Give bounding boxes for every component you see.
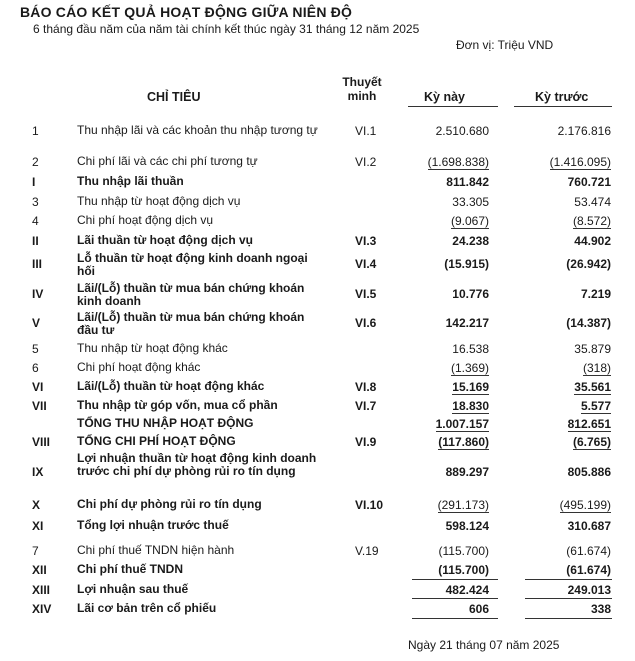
total-separator: [525, 598, 612, 599]
row-note: VI.5: [355, 287, 377, 301]
row-current-value: 598.124: [445, 519, 489, 533]
row-prior-value: (318): [582, 361, 611, 375]
row-prior-value: 5.577: [580, 399, 611, 413]
row-note: VI.7: [355, 399, 377, 413]
column-header-ky-nay: Kỳ này: [424, 90, 465, 104]
column-header-thuyet-minh: [334, 75, 390, 103]
total-separator: [525, 579, 612, 580]
row-note: VI.3: [355, 234, 377, 248]
header-underline-ky-nay: [408, 106, 498, 107]
report-subtitle: 6 tháng đầu năm của năm tài chính kết thúc ngày 31 tháng 12 năm 2025: [33, 22, 420, 36]
row-label: Lãi/(Lỗ) thuần từ hoạt động khác: [77, 379, 265, 393]
row-note: VI.1: [355, 124, 377, 138]
row-label: Thu nhập lãi thuần: [77, 174, 184, 188]
row-label: Thu nhập từ hoạt động dịch vụ: [77, 194, 241, 208]
row-current-value: (1.698.838): [427, 155, 489, 169]
column-header-thuyet-minh-line1: Thuyết: [342, 75, 382, 89]
row-label: Chi phí hoạt động khác: [77, 360, 201, 374]
row-prior-value: 7.219: [580, 287, 611, 301]
row-current-value: 811.842: [446, 175, 489, 189]
row-code: VI: [32, 380, 44, 394]
row-prior-value: (6.765): [572, 435, 611, 449]
row-label: Lãi/(Lỗ) thuần từ mua bán chứng khoán kinh doanh: [77, 281, 305, 308]
row-prior-value: 35.561: [574, 380, 611, 394]
report-title: BÁO CÁO KẾT QUẢ HOẠT ĐỘNG GIỮA NIÊN ĐỘ: [20, 4, 353, 20]
row-code: XII: [32, 563, 47, 577]
row-label: Thu nhập từ góp vốn, mua cổ phần: [77, 398, 278, 412]
row-current-value: (291.173): [437, 498, 489, 512]
row-prior-value: 35.879: [574, 342, 611, 356]
currency-unit: Đơn vị: Triệu VND: [456, 38, 554, 52]
row-current-value: 889.297: [445, 465, 489, 479]
row-current-value: 24.238: [452, 234, 489, 248]
column-header-ky-truoc: Kỳ trước: [535, 90, 589, 104]
row-code: IX: [32, 465, 44, 479]
row-prior-value: 310.687: [567, 519, 611, 533]
row-prior-value: (8.572): [572, 214, 611, 228]
row-code: 5: [32, 342, 39, 356]
row-prior-value: 53.474: [574, 195, 611, 209]
row-code: V: [32, 316, 41, 330]
row-code: I: [32, 175, 36, 189]
row-current-value: (115.700): [438, 544, 489, 558]
row-current-value: 482.424: [445, 583, 489, 597]
row-current-value: 33.305: [452, 195, 489, 209]
row-note: VI.6: [355, 316, 377, 330]
column-header-chitieu: CHỈ TIÊU: [147, 90, 201, 104]
row-note: VI.2: [355, 155, 377, 169]
row-note: VI.4: [355, 257, 377, 271]
row-prior-value: 44.902: [574, 234, 611, 248]
row-prior-value: (61.674): [566, 563, 611, 577]
row-prior-value: (495.199): [559, 498, 611, 512]
row-label: Lãi cơ bản trên cổ phiếu: [77, 601, 217, 615]
column-header-thuyet-minh-line2: minh: [347, 89, 377, 103]
row-label: Tổng lợi nhuận trước thuế: [77, 518, 229, 532]
row-current-value: 1.007.157: [435, 417, 489, 431]
row-note: VI.9: [355, 435, 377, 449]
row-current-value: 18.830: [452, 399, 489, 413]
row-code: 3: [32, 195, 39, 209]
row-code: XI: [32, 519, 44, 533]
row-code: XIII: [32, 583, 51, 597]
row-code: 6: [32, 361, 39, 375]
row-code: II: [32, 234, 39, 248]
row-code: 2: [32, 155, 39, 169]
row-code: XIV: [32, 602, 52, 616]
row-label: TỔNG CHI PHÍ HOẠT ĐỘNG: [77, 434, 236, 448]
row-current-value: 142.217: [445, 316, 489, 330]
row-note: VI.10: [355, 498, 384, 512]
row-current-value: 16.538: [452, 342, 489, 356]
row-note: V.19: [355, 544, 379, 558]
row-prior-value: 812.651: [567, 417, 611, 431]
row-prior-value: (1.416.095): [549, 155, 611, 169]
row-label: Thu nhập từ hoạt động khác: [77, 341, 228, 355]
row-code: 7: [32, 544, 39, 558]
row-label: Chi phí thuế TNDN: [77, 562, 183, 576]
row-label: Lãi/(Lỗ) thuần từ mua bán chứng khoán đầu tư: [77, 310, 305, 337]
row-current-value: 606: [468, 602, 489, 616]
row-code: VII: [32, 399, 47, 413]
row-code: IV: [32, 287, 44, 301]
row-label: Chi phí hoạt động dịch vụ: [77, 213, 214, 227]
row-prior-value: 760.721: [567, 175, 611, 189]
row-label: Chi phí dự phòng rủi ro tín dụng: [77, 497, 262, 511]
total-separator: [525, 618, 612, 619]
row-current-value: (1.369): [450, 361, 489, 375]
row-label: Lợi nhuận thuần từ hoạt động kinh doanh trước chi phí dự phòng rủi ro tín dụng: [77, 451, 317, 478]
row-note: VI.8: [355, 380, 377, 394]
row-prior-value: (26.942): [566, 257, 611, 271]
row-prior-value: 249.013: [567, 583, 611, 597]
row-label: Lãi thuần từ hoạt động dịch vụ: [77, 233, 254, 247]
row-label: Lỗ thuần từ hoạt động kinh doanh ngoại hối: [77, 251, 308, 278]
row-prior-value: 805.886: [567, 465, 611, 479]
row-label: Chi phí thuế TNDN hiện hành: [77, 543, 235, 557]
report-date: Ngày 21 tháng 07 năm 2025: [408, 638, 560, 652]
row-current-value: (9.067): [450, 214, 489, 228]
row-code: VIII: [32, 435, 51, 449]
row-code: 1: [32, 124, 39, 138]
row-current-value: 10.776: [452, 287, 489, 301]
total-separator: [412, 579, 498, 580]
row-current-value: (15.915): [444, 257, 489, 271]
total-separator: [412, 618, 498, 619]
row-prior-value: (61.674): [566, 544, 611, 558]
row-code: X: [32, 498, 41, 512]
row-current-value: 2.510.680: [435, 124, 489, 138]
header-underline-ky-truoc: [514, 106, 612, 107]
row-code: 4: [32, 214, 39, 228]
row-current-value: (117.860): [438, 435, 489, 449]
row-label: Lợi nhuận sau thuế: [77, 582, 189, 596]
row-prior-value: (14.387): [566, 316, 611, 330]
row-current-value: 15.169: [452, 380, 489, 394]
row-prior-value: 2.176.816: [557, 124, 611, 138]
row-code: III: [32, 257, 43, 271]
row-current-value: (115.700): [438, 563, 489, 577]
row-label: Chi phí lãi và các chi phí tương tự: [77, 154, 258, 168]
row-label: TỔNG THU NHẬP HOẠT ĐỘNG: [77, 416, 254, 430]
total-separator: [412, 598, 498, 599]
row-label: Thu nhập lãi và các khoản thu nhập tương tự: [77, 123, 318, 137]
row-prior-value: 338: [590, 602, 611, 616]
